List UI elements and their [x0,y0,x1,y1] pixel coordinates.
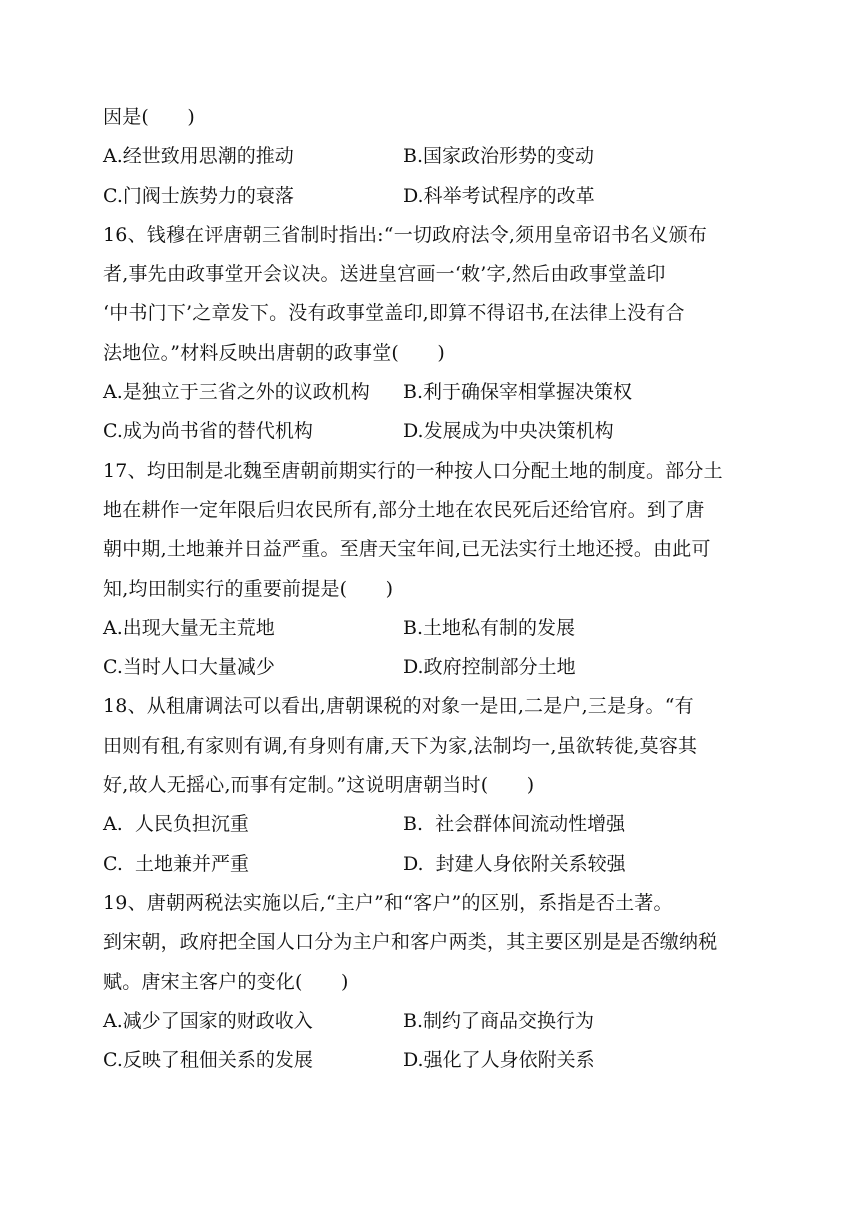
question-17-stem-line: 朝中期,土地兼并日益严重。至唐天宝年间,已无法实行土地还授。由此可 [103,538,711,561]
question-17-option-c: C.当时人口大量减少 [103,656,275,679]
question-17-stem-line: 地在耕作一定年限后归农民所有,部分土地在农民死后还给官府。到了唐 [103,498,705,521]
question-19-option-b: B.制约了商品交换行为 [403,1009,595,1032]
question-19-option-a: A.减少了国家的财政收入 [103,1009,313,1032]
question-17-option-b: B.土地私有制的发展 [403,616,576,639]
question-19-stem-line: 19、唐朝两税法实施以后,“主户”和“客户”的区别，系指是否土著。 [103,891,673,914]
question-19-options-row-2 [103,1041,763,1080]
question-17-options-row-2 [103,648,763,687]
question-18 [103,687,763,883]
question-17-option-d: D.政府控制部分土地 [403,656,576,679]
question-16-options-row-2 [103,412,763,451]
question-18-option-b: B. 社会群体间流动性增强 [403,813,626,836]
question-18-stem-line: 18、从租庸调法可以看出,唐朝课税的对象一是田,二是户,三是身。“有 [103,695,694,718]
question-16-option-a: A.是独立于三省之外的议政机构 [103,381,370,404]
question-18-option-d: D. 封建人身依附关系较强 [403,852,626,875]
question-15-option-d: D.科举考试程序的改革 [403,184,595,207]
question-15-option-c: C.门阀士族势力的衰落 [103,184,294,207]
question-18-option-c: C. 土地兼并严重 [103,852,249,875]
question-18-options-row-1 [103,805,763,844]
question-15-options-row-2 [103,177,763,216]
question-16-option-c: C.成为尚书省的替代机构 [103,420,313,443]
question-16 [103,216,763,452]
question-16-stem-line: 法地位。”材料反映出唐朝的政事堂( ) [103,341,446,364]
question-18-option-a: A. 人民负担沉重 [103,813,249,836]
question-16-stem-line: 者,事先由政事堂开会议决。送进皇宫画一‘敕’字,然后由政事堂盖印 [103,263,666,286]
question-16-option-d: D.发展成为中央决策机构 [403,420,614,443]
question-17 [103,452,763,688]
question-16-stem-line: ‘中书门下’之章发下。没有政事堂盖印,即算不得诏书,在法律上没有合 [103,302,685,325]
question-19-stem-line: 赋。唐宋主客户的变化( ) [103,970,349,993]
question-17-option-a: A.出现大量无主荒地 [103,616,275,639]
question-17-stem-line: 17、均田制是北魏至唐朝前期实行的一种按人口分配土地的制度。部分土 [103,459,723,482]
question-17-stem-line: 知,均田制实行的重要前提是( ) [103,577,394,600]
question-15-option-b: B.国家政治形势的变动 [403,145,595,168]
question-17-options-row-1 [103,609,763,648]
question-16-options-row-1 [103,373,763,412]
question-15-options-row-1 [103,137,763,176]
question-19-option-c: C.反映了租佃关系的发展 [103,1049,313,1072]
exam-page [103,98,763,1080]
question-19 [103,884,763,1080]
question-18-options-row-2 [103,845,763,884]
question-19-stem-line: 到宋朝，政府把全国人口分为主户和客户两类，其主要区别是是否缴纳税 [103,931,718,954]
question-19-option-d: D.强化了人身依附关系 [403,1049,595,1072]
question-18-stem-line: 好,故人无摇心,而事有定制。”这说明唐朝当时( ) [103,774,535,797]
question-16-option-b: B.利于确保宰相掌握决策权 [403,381,633,404]
question-15-option-a: A.经世致用思潮的推动 [103,145,294,168]
question-15-stem-tail: 因是( ) [103,106,196,128]
question-19-options-row-1 [103,1002,763,1041]
question-18-stem-line: 田则有租,有家则有调,有身则有庸,天下为家,法制均一,虽欲转徙,莫容其 [103,734,698,757]
question-16-stem-line: 16、钱穆在评唐朝三省制时指出:“一切政府法令,须用皇帝诏书名义颁布 [103,223,708,246]
question-15 [103,98,763,216]
